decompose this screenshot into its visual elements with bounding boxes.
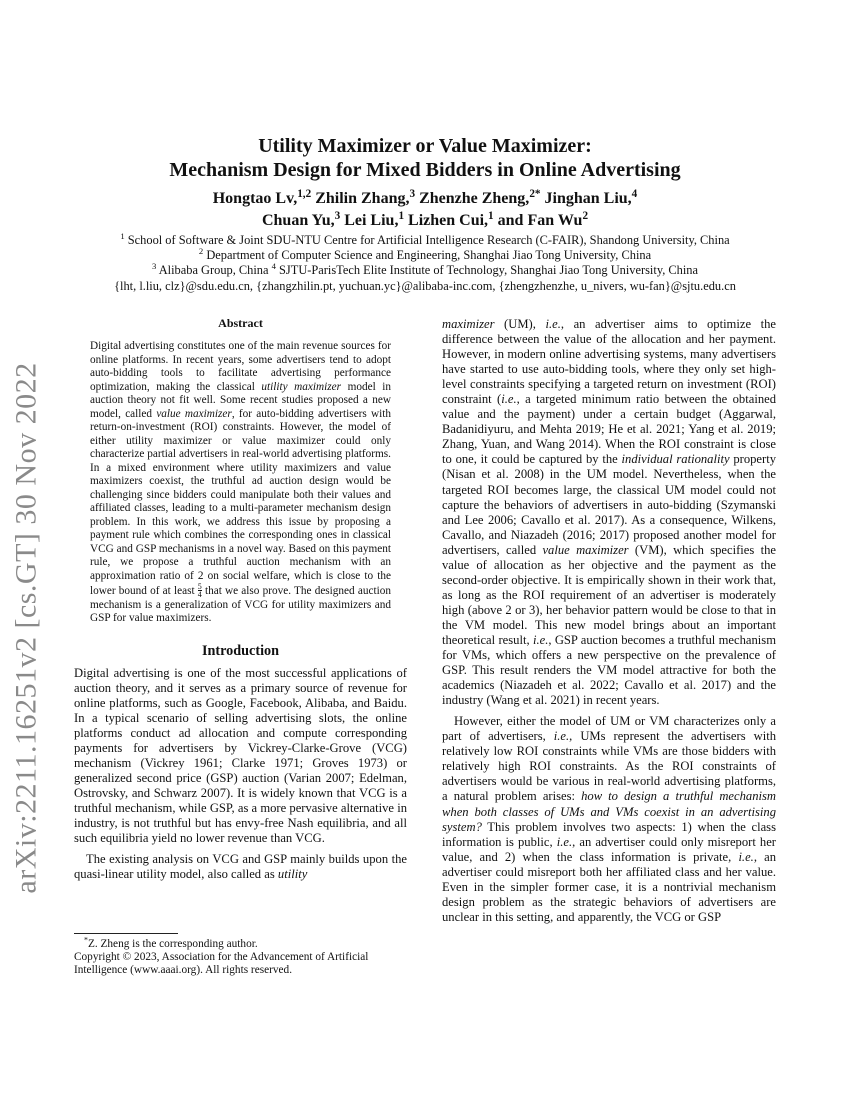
affil-text: Alibaba Group, China bbox=[156, 263, 272, 278]
author-affil-mark: 2* bbox=[529, 187, 541, 200]
title-line-1: Utility Maximizer or Value Maximizer: bbox=[258, 135, 592, 157]
author-name: and Fan Wu bbox=[493, 212, 583, 229]
intro-paragraph-1: Digital advertising is one of the most successful applications of auction theory, and it serves as a primary source of revenue for online platforms, such as Google, Facebook, Alibaba, and Baidu. In a typical scenario of selling advertising slots, the online platforms conduct ad allocation and compute corresponding payments for advertisers by Vickrey-Clarke-Grove (VCG) mechanism (Vickrey 1961; Clarke 1971; Groves 1973) or generalized second price (GSP) auction (Varian 2007; Edelman, Ostrovsky, and Schwarz 2007). It is widely known that VCG is a truthful mechanism, while GSP, as a more pervasive alternative in industry, is not truthful but has envy-free Nash equilibria, and all such equilibria yield no lower revenue than VCG. bbox=[74, 665, 407, 846]
author-affil-mark: 4 bbox=[631, 187, 638, 200]
author-line-2 bbox=[74, 210, 776, 232]
footnotes bbox=[74, 933, 407, 978]
text-run: property (Nisan et al. 2008) in the UM model. Nevertheless, when the targeted ROI becomes large, the classical UM model could not capture the behaviors of advertisers in auto-bidding (Szymanski and Lee 2006; Cavallo et al. 2017). As a consequence, Wilkens, Cavallo, and Niazadeh (2016; 2017) proposed another model for advertisers, called bbox=[442, 452, 777, 557]
text-run: , a targeted minimum ratio between the obtained value and the payment) under a certain budget (Aggarwal, Badanidiyuru, and Mehta 2019; He et al. 2021; Yang et al. 2019; Zhang, Yuan, and Wang 2014). When the ROI constraint is close to one, it could be captured by the bbox=[442, 392, 776, 467]
paper-title bbox=[74, 134, 776, 182]
author-affil-mark: 3 bbox=[334, 209, 341, 222]
corresponding-author-note bbox=[74, 935, 407, 951]
text-run: , for auto-bidding advertisers with return-on-investment (ROI) constraints. However, the model of either utility maximizer or value maximizer could only characterize partial advertisers in real-world advertising platforms. In a mixed environment where utility maximizers and value maximizers coexist, the truthful ad auction design would be challenging since bidders could manipulate both their values and affiliated classes, leading to a multi-parameter mechanism design problem. In this work, we address this issue by proposing a payment rule which combines the corresponding ones in classical VCG and GSP mechanisms in a novel way. Based on this payment rule, we propose a truthful auction mechanism with an approximation ratio of 2 on social welfare, which is close to the lower bound of at least bbox=[90, 407, 392, 597]
author-affil-mark: 2 bbox=[582, 209, 589, 222]
affil-mark: 3 bbox=[151, 261, 157, 272]
intro-paragraph-2 bbox=[74, 852, 407, 882]
text-run: , an advertiser aims to optimize the difference between the value of the allocation and her payment. However, in modern online advertising systems, many advertisers have started to use auto-bidding tools, where they only set high-level constraints specifying a targeted return on investment (ROI) constraint ( bbox=[442, 317, 776, 407]
emphasis: utility maximizer bbox=[261, 380, 342, 393]
author-list bbox=[74, 188, 776, 232]
text-run: , UMs represent the advertisers with relatively low ROI constraints while VMs are those bidders with relatively high ROI constraints. As the ROI constraints of advertisers would be various in real-world advertising platforms, a natural problem arises: bbox=[442, 729, 776, 804]
emphasis: maximizer bbox=[442, 317, 495, 331]
text-run: , GSP auction becomes a truthful mechanism for VMs, which offers a new perspective on the prevalence of GSP. This result renders the VM model attractive for both the academics (Niazadeh et al. 2022; Cavallo et al. 2017) and the industry (Wang et al. 2021) in recent years. bbox=[442, 632, 776, 708]
text-run: (UM), bbox=[494, 317, 546, 331]
fraction-numerator: 5 bbox=[197, 582, 202, 591]
affiliation-2 bbox=[60, 248, 790, 263]
affil-mark: 4 bbox=[271, 261, 276, 272]
affil-mark: 1 bbox=[120, 231, 125, 242]
author-emails: {lht, l.liu, clz}@sdu.edu.cn, {zhangzhilin.pt, yuchuan.yc}@alibaba-inc.com, {zhengzhenzhe, u_nivers, wu-fan}@sjtu.edu.cn bbox=[114, 278, 736, 293]
emphasis: i.e. bbox=[738, 849, 754, 864]
copyright-notice: Copyright © 2023, Association for the Advancement of Artificial Intelligence (www.aaai.org). All rights reserved. bbox=[74, 951, 369, 977]
text-run: However, either the model of UM or VM characterizes only a part of advertisers, bbox=[442, 714, 776, 744]
author-affil-mark: 1,2 bbox=[297, 187, 312, 200]
author-line-1 bbox=[74, 188, 776, 210]
author-affil-mark: 1 bbox=[398, 209, 405, 222]
affiliation-1 bbox=[60, 233, 790, 248]
text-run: model in auction theory not fit well. Some recent studies proposed a new model, called bbox=[90, 380, 391, 420]
left-column bbox=[74, 316, 407, 882]
introduction-heading: Introduction bbox=[202, 642, 279, 659]
fraction-denominator: 4 bbox=[197, 590, 202, 599]
author-name: Lei Liu, bbox=[340, 212, 399, 229]
affil-text: Department of Computer Science and Engineering, Shanghai Jiao Tong University, China bbox=[203, 248, 652, 263]
author-name: Zhenzhe Zheng, bbox=[415, 190, 530, 207]
right-column bbox=[442, 317, 776, 925]
footnote-mark: * bbox=[84, 935, 88, 945]
author-name: Lizhen Cui, bbox=[404, 212, 489, 229]
author-name: Hongtao Lv, bbox=[212, 190, 298, 207]
emphasis: i.e. bbox=[556, 834, 573, 849]
text-run: that we also prove. The designed auction mechanism is a generalization of VCG for utility maximizers and GSP for value maximizers. bbox=[90, 585, 391, 624]
emphasis: utility bbox=[277, 867, 308, 882]
arxiv-stamp bbox=[2, 290, 52, 965]
author-affil-mark: 3 bbox=[409, 187, 416, 200]
emphasis: i.e. bbox=[553, 729, 570, 744]
text-run: This problem involves two aspects: 1) when the class information is public, bbox=[442, 819, 776, 849]
affil-mark: 2 bbox=[198, 246, 204, 257]
emphasis: how to design a truthful mechanism when both classes of UMs and VMs coexist in an advertising system? bbox=[442, 789, 776, 834]
author-name: Jinghan Liu, bbox=[540, 190, 632, 207]
emphasis: value maximizer bbox=[156, 407, 232, 420]
text-run: The existing analysis on VCG and GSP mainly builds upon the quasi-linear utility model, also called as bbox=[74, 852, 407, 882]
emphasis: individual rationality bbox=[621, 452, 730, 467]
emphasis: i.e. bbox=[532, 632, 549, 647]
emphasis: i.e. bbox=[501, 392, 517, 407]
title-line-2: Mechanism Design for Mixed Bidders in Online Advertising bbox=[169, 159, 681, 181]
abstract-paragraph bbox=[90, 340, 391, 626]
affil-text: SJTU-ParisTech Elite Institute of Technology, Shanghai Jiao Tong University, China bbox=[275, 263, 698, 278]
author-affil-mark: 1 bbox=[488, 209, 494, 222]
footnote-text: Z. Zheng is the corresponding author. bbox=[87, 938, 258, 950]
text-run: Digital advertising constitutes one of the main revenue sources for online platforms. In recent years, some advertisers tend to adopt auto-bidding tools to facilitate advertising performance optimization, making the classical bbox=[90, 340, 391, 393]
text-run: (VM), which specifies the value of allocation as her objective and the payment as the second-order objective. It is empirically shown in their work that, as long as the ROI requirement of an advertiser is moderately high (above 2 or 3), her behavior pattern would be close to that in the VM model. This new model brings about an important theoretical result, bbox=[442, 542, 777, 647]
abstract-body bbox=[90, 340, 391, 626]
text-run: , an advertiser could only misreport her value, and 2) when the class information is private, bbox=[442, 834, 776, 864]
affiliation-3-4 bbox=[60, 263, 790, 278]
emphasis: value maximizer bbox=[542, 542, 629, 557]
author-name: Chuan Yu, bbox=[261, 212, 335, 229]
emphasis: i.e. bbox=[545, 317, 561, 331]
affil-text: School of Software & Joint SDU-NTU Centre for Artificial Intelligence Research (C-FAIR), Shandong University, China bbox=[124, 233, 730, 247]
footnote-rule bbox=[74, 933, 178, 934]
text-run: , an advertiser could misreport both her affiliated class and her value. Even in the simpler former case, it is a nontrivial mechanism design problem as the strategic behaviors of advertisers are unclear in this setting, and apparently, the VCG or GSP bbox=[442, 849, 776, 924]
arxiv-stamp-text: arXiv:2211.16251v2 [cs.GT] 30 Nov 2022 bbox=[10, 361, 43, 894]
intro-paragraph-3 bbox=[442, 317, 776, 708]
author-name: Zhilin Zhang, bbox=[311, 190, 410, 207]
abstract-heading: Abstract bbox=[218, 316, 263, 330]
intro-paragraph-4 bbox=[442, 714, 776, 925]
affiliations bbox=[60, 233, 790, 294]
